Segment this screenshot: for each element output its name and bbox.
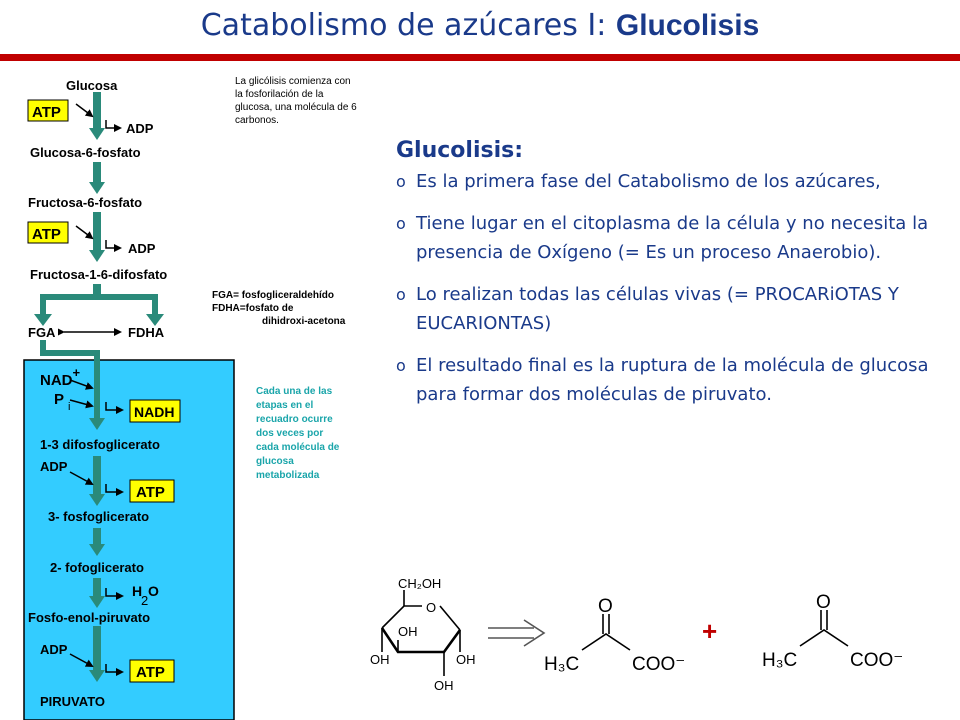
pyruvate-structure-1 <box>582 614 630 650</box>
ring-right <box>440 606 460 630</box>
adp2-label: ADP <box>128 241 156 256</box>
pyruvate2-methyl: H₃C <box>762 650 798 671</box>
slide-title <box>0 8 960 43</box>
glucose-label: Glucosa <box>66 78 118 93</box>
pi-text: P <box>54 391 65 408</box>
fga-label: FGA <box>28 325 56 340</box>
repeated-steps-box <box>24 360 234 720</box>
pi-subscript: i <box>68 401 71 413</box>
twice-note <box>256 386 340 481</box>
oh-left-text: OH <box>370 652 390 667</box>
arrow-shaft <box>93 212 101 252</box>
atp2-in-arrow <box>76 226 92 238</box>
nadh-label: NADH <box>134 404 175 420</box>
pyruvate-1-labels <box>544 596 685 675</box>
bullet-item <box>396 351 946 409</box>
branch-left <box>40 294 46 316</box>
adp4-label: ADP <box>40 642 68 657</box>
start-note-line: La glicólisis comienza con <box>235 76 351 87</box>
h2o-subscript: 2 <box>141 593 149 608</box>
explanation-panel <box>396 138 946 422</box>
bullet-text: Es la primera fase del Catabolismo de los azúcares, <box>416 171 881 192</box>
reaction-arrow <box>488 620 544 646</box>
nad-text: NAD <box>40 372 73 389</box>
f16dp-label: Fructosa-1-6-difosfato <box>30 267 168 282</box>
pyruvate1-oxygen: O <box>598 596 613 617</box>
atp3-label: ATP <box>136 484 165 501</box>
arrow-shaft <box>93 92 101 130</box>
arrow-head <box>89 250 105 262</box>
o-label: O <box>148 583 159 599</box>
twice-note-line: metabolizada <box>256 470 320 481</box>
start-note-line: glucosa, una molécula de 6 <box>235 102 357 113</box>
adp1-label: ADP <box>126 121 154 136</box>
oh-right-text: OH <box>456 652 476 667</box>
atp1-label: ATP <box>32 104 61 121</box>
adp1-out-arrow <box>106 120 120 128</box>
atp1-in-arrow <box>76 104 92 116</box>
bullet-marker: o <box>396 214 406 233</box>
fdha-label: FDHA <box>128 325 165 340</box>
title-prefix: Catabolismo de azúcares I: <box>200 8 616 43</box>
bullet-text: Tiene lugar en el citoplasma de la célula y no necesita la presencia de Oxígeno (= Es un proceso Anaerobio). <box>416 213 929 263</box>
nad-superscript: + <box>72 365 81 380</box>
start-note-line: la fosforilación de la <box>235 89 324 100</box>
twice-note-line: cada molécula de <box>256 442 340 453</box>
twice-note-line: glucosa <box>256 456 294 467</box>
pyruvate1-carboxylate: COO⁻ <box>632 654 686 675</box>
arrow-shaft <box>93 626 101 672</box>
title-underline <box>0 54 960 61</box>
ring-front <box>382 628 460 652</box>
abbrev-note <box>212 290 346 327</box>
bullet-text: Lo realizan todas las células vivas (= PROCARiOTAS Y EUCARIONTAS) <box>416 284 899 334</box>
arrow-shaft <box>93 162 101 184</box>
pg2-label: 2- fofoglicerato <box>50 560 144 575</box>
abbrev-note-line: FDHA=fosfato de <box>212 303 294 314</box>
atp2-label: ATP <box>32 226 61 243</box>
fga-path-down2 <box>94 350 100 420</box>
fga-path-across <box>40 350 100 356</box>
pg3-label: 3- fosfoglicerato <box>48 509 150 524</box>
glucose-structure <box>382 590 460 676</box>
twice-note-line: recuadro ocurre <box>256 414 333 425</box>
panel-heading: Glucolisis: <box>396 138 524 163</box>
adp2-out-arrow <box>106 240 120 248</box>
pyruvate-structure-2 <box>800 610 848 646</box>
pyruvate-2-labels <box>762 592 903 671</box>
plus-sign: + <box>702 616 718 646</box>
ring-oxygen-text: O <box>426 600 437 615</box>
abbrev-note-line: dihidroxi-acetona <box>262 316 346 327</box>
pyruvate1-skeleton <box>582 634 630 650</box>
start-note-line: carbonos. <box>235 115 279 126</box>
title-emphasis: Glucolisis <box>615 9 760 42</box>
bullet-marker: o <box>396 172 406 191</box>
piruvato-label: PIRUVATO <box>40 694 106 709</box>
arrow-shaft <box>93 578 101 598</box>
arrow-shaft <box>93 456 101 496</box>
twice-note-line: Cada una de las <box>256 386 333 397</box>
branch-bar <box>40 294 158 300</box>
bullet-text: El resultado final es la ruptura de la molécula de glucosa para formar dos moléculas de piruvato. <box>416 355 929 405</box>
twice-note-line: etapas en el <box>256 400 314 411</box>
bullet-item <box>396 280 946 338</box>
reaction-arrow-head <box>524 620 544 646</box>
oh-bottom-text: OH <box>434 678 454 693</box>
bullet-item <box>396 167 946 196</box>
pyruvate1-methyl: H₃C <box>544 654 580 675</box>
start-note <box>235 76 357 126</box>
pep-label: Fosfo-enol-piruvato <box>28 610 151 625</box>
adp3-label: ADP <box>40 459 68 474</box>
pyruvate2-carboxylate: COO⁻ <box>850 650 904 671</box>
pyruvate2-oxygen: O <box>816 592 831 613</box>
pyruvate2-skeleton <box>800 630 848 646</box>
bullet-marker: o <box>396 356 406 375</box>
g6p-label: Glucosa-6-fosfato <box>30 145 141 160</box>
arrow-shaft <box>93 528 101 546</box>
bullet-marker: o <box>396 285 406 304</box>
abbrev-note-line: FGA= fosfogliceraldehído <box>212 290 334 301</box>
atp4-label: ATP <box>136 664 165 681</box>
branch-right <box>152 294 158 316</box>
dpg-label: 1-3 difosfoglicerato <box>40 437 160 452</box>
h-label: H <box>132 583 143 599</box>
ch2oh-text: CH₂OH <box>398 576 442 591</box>
arrow-head <box>89 182 105 194</box>
arrow-head <box>89 128 105 140</box>
oh-inner-text: OH <box>398 624 418 639</box>
bullet-item <box>396 209 946 267</box>
twice-note-line: dos veces por <box>256 428 324 439</box>
f6p-label: Fructosa-6-fosfato <box>28 195 143 210</box>
